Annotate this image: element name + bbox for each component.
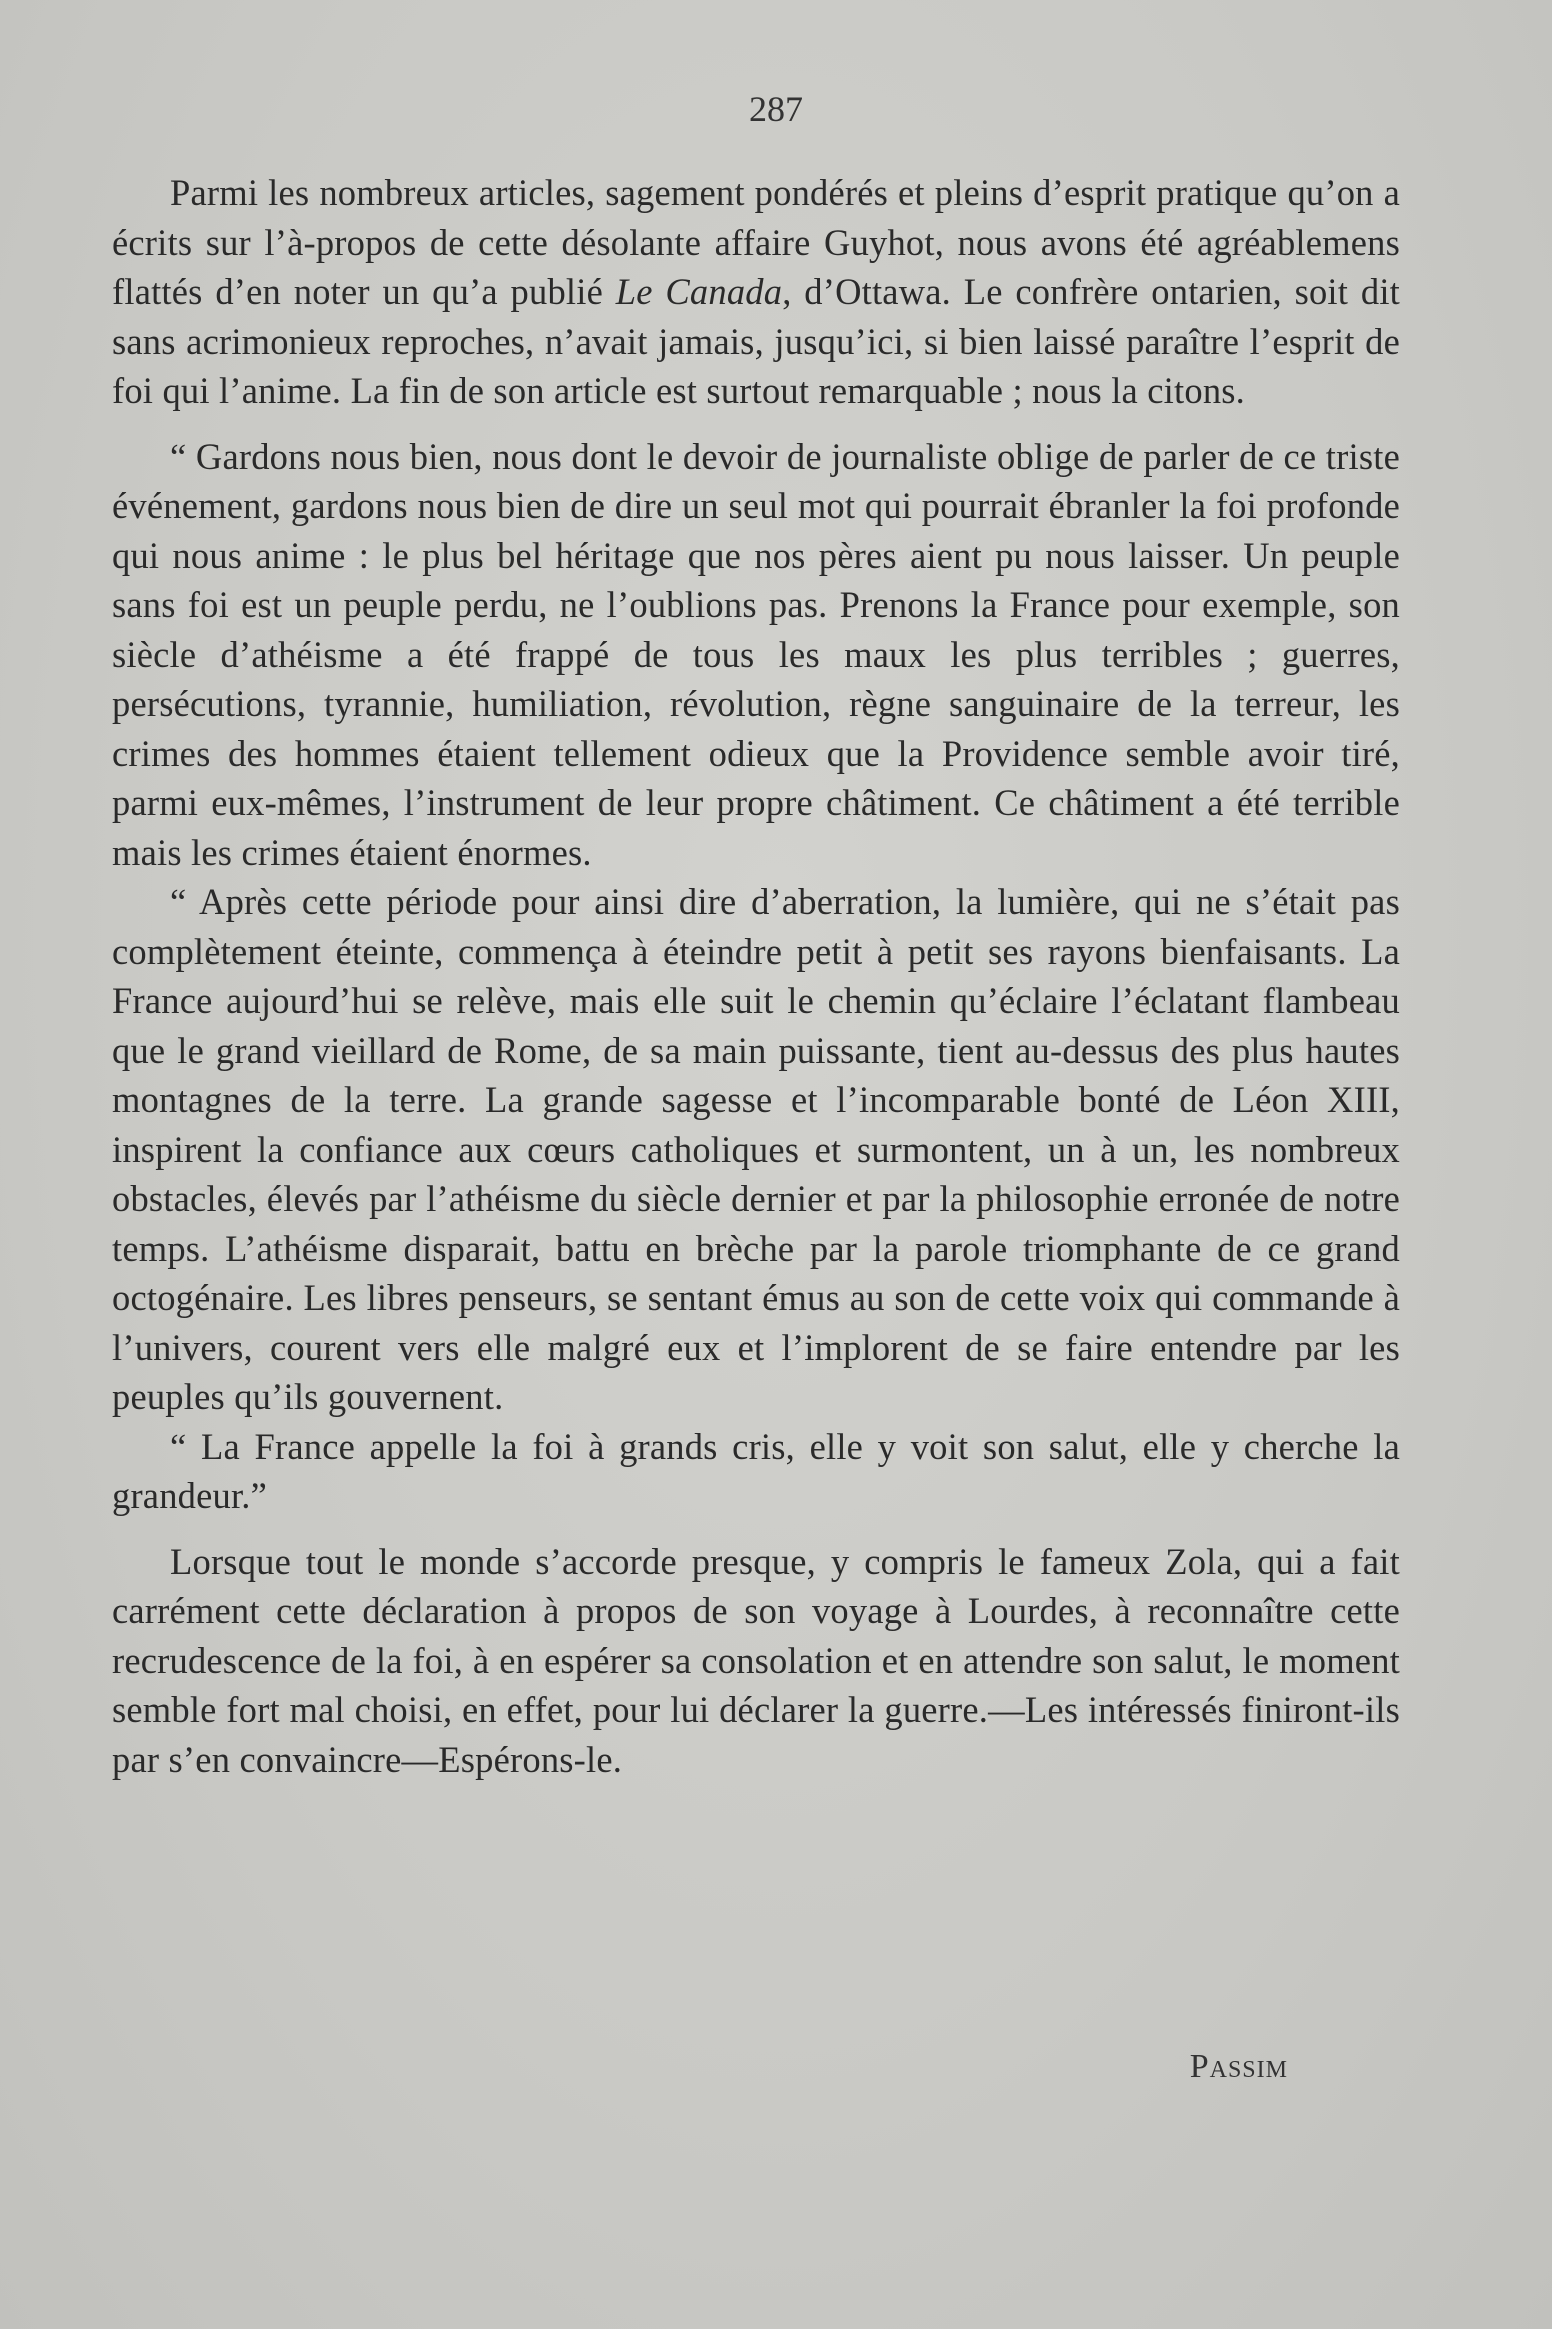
paragraph-conclusion: Lorsque tout le monde s’accorde presque, y compris le fameux Zola, qui a fait carrément cette déclaration à propos de son voyage à Lourdes, à reconnaître cette recrudescence de la foi, à en espérer sa consolation et en attendre son salut, le moment semble fort mal choisi, en effet, pour lui déclarer la guerre.—Les intéressés finiront-ils par s’en convaincre—Espérons-le. <box>112 1540 1400 1780</box>
paragraph-gap <box>112 416 1400 432</box>
page-number: 287 <box>749 89 803 129</box>
article-body <box>112 168 1400 1784</box>
paragraph-quote-1: “ Gardons nous bien, nous dont le devoir de journaliste oblige de parler de ce triste événement, gardons nous bien de dire un seul mot qui pourrait ébranler la foi profonde qui nous anime : le plus bel héritage que nos pères aient pu nous laisser. Un peuple sans foi est un peuple perdu, ne l’oublions pas. Prenons la France pour exemple, son siècle d’athéisme a été frappé de tous les maux les plus terribles ; guerres, persécutions, tyrannie, humiliation, révolution, règne sanguinaire de la terreur, les crimes des hommes étaient tellement odieux que la Providence semble avoir tiré, parmi eux-mêmes, l’instrument de leur propre châtiment. Ce châtiment a été terrible mais les crimes étaient énormes. <box>112 435 1400 873</box>
paragraph-intro: Parmi les nombreux articles, sagement pondérés et pleins d’esprit pratique qu’on a écrits sur l’à-propos de cette désolante affaire Guyhot, nous avons été agréablemens flattés d’en noter un qu’a publié Le Canada, d’Ottawa. Le confrère ontarien, soit dit sans acrimonieux reproches, n’avait jamais, jusqu’ici, si bien laissé paraître l’esprit de foi qui l’anime. La fin de son article est surtout remarquable ; nous la citons. <box>112 172 1400 411</box>
paragraph-gap <box>112 1521 1400 1537</box>
author-signature: Passim <box>1189 2048 1288 2085</box>
paragraph-quote-3: “ La France appelle la foi à grands cris, elle y voit son salut, elle y cherche la grandeur.” <box>112 1425 1400 1516</box>
paragraph-quote-2: “ Après cette période pour ainsi dire d’aberration, la lumière, qui ne s’était pas complètement éteinte, commença à éteindre petit à petit ses rayons bienfaisants. La France aujourd’hui se relève, mais elle suit le chemin qu’éclaire l’éclatant flambeau que le grand vieillard de Rome, de sa main puissante, tient au-dessus des plus hautes montagnes de la terre. La grande sagesse et l’incomparable bonté de Léon XIII, inspirent la confiance aux cœurs catholiques et surmontent, un à un, les nombreux obstacles, élevés par l’athéisme du siècle dernier et par la philosophie erronée de notre temps. L’athéisme disparait, battu en brèche par la parole triomphante de ce grand octogénaire. Les libres penseurs, se sentant émus au son de cette voix qui commande à l’univers, courent vers elle malgré eux et l’implorent de se faire entendre par les peuples qu’ils gouvernent. <box>112 881 1400 1417</box>
newspaper-title: Le Canada <box>615 271 783 312</box>
